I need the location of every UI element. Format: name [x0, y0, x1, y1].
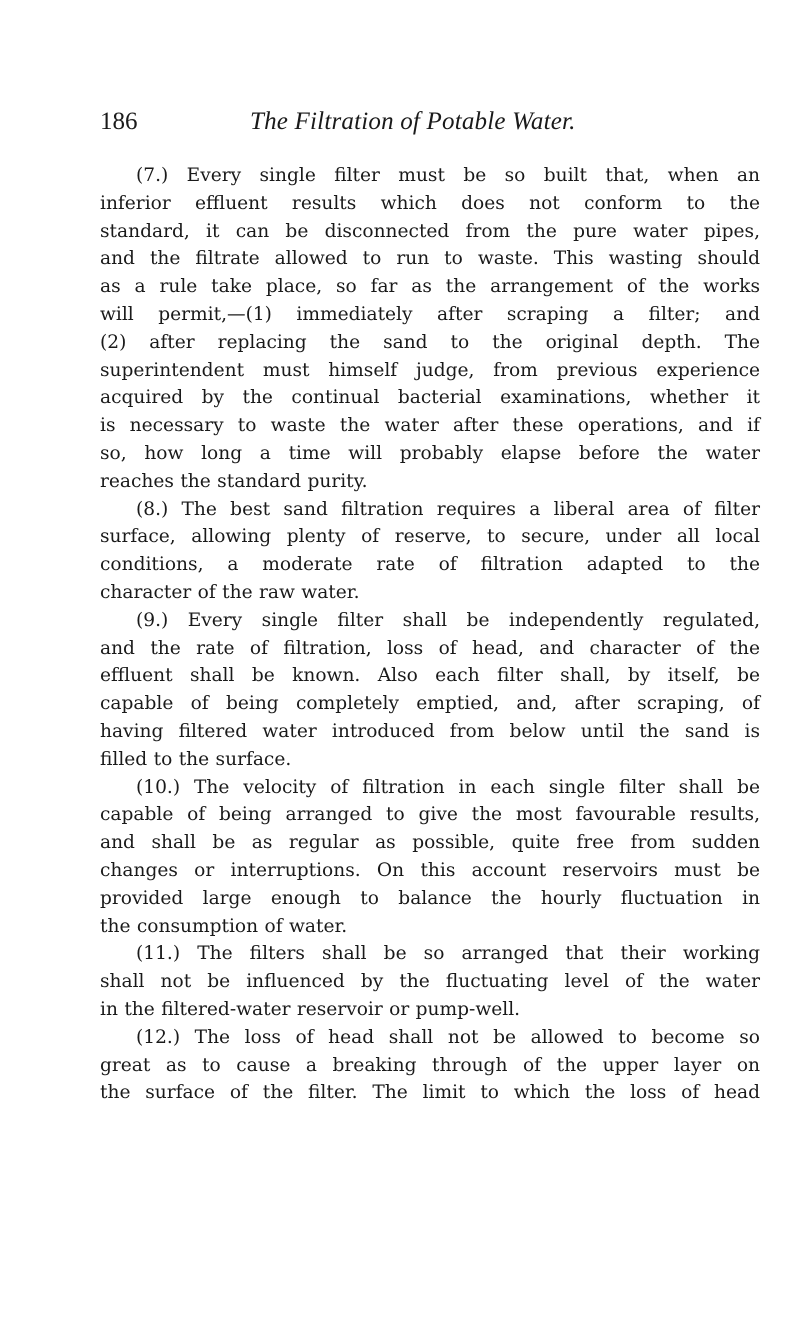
- text-line: (10.) The velocity of filtration in each single filter shall be: [136, 776, 760, 798]
- text-line: capable of being completely emptied, and, after scraping, of: [100, 693, 760, 715]
- text-line: and shall be as regular as possible, quite free from sudden: [100, 832, 760, 854]
- text-line: surface, allowing plenty of reserve, to secure, under all local: [100, 526, 760, 548]
- text-line: changes or interruptions. On this account reservoirs must be: [100, 859, 760, 881]
- text-line: will permit,—(1) immediately after scraping a filter; and: [100, 303, 760, 325]
- paragraph-9: [100, 607, 760, 774]
- text-line: superintendent must himself judge, from previous experience: [100, 359, 760, 381]
- paragraph-11: [100, 940, 760, 1023]
- text-line: (9.) Every single filter shall be independently regulated,: [136, 609, 760, 631]
- text-line: (11.) The filters shall be so arranged that their working: [136, 943, 760, 965]
- text-line: (7.) Every single filter must be so built that, when an: [136, 165, 760, 186]
- text-line: shall not be influenced by the fluctuating level of the water: [100, 971, 760, 993]
- body-text: [100, 162, 760, 1107]
- text-line: acquired by the continual bacterial examinations, whether it: [100, 387, 760, 409]
- text-line: inferior effluent results which does not conform to the: [100, 192, 760, 214]
- text-line: the surface of the filter. The limit to which the loss of head: [100, 1082, 760, 1104]
- paragraph-8: [100, 496, 760, 607]
- text-line: having filtered water introduced from below until the sand is: [100, 720, 760, 742]
- paragraph-10: [100, 774, 760, 941]
- text-line: in the filtered-water reservoir or pump-well.: [100, 998, 521, 1020]
- text-line: effluent shall be known. Also each filter shall, by itself, be: [100, 665, 760, 687]
- text-line: great as to cause a breaking through of the upper layer on: [100, 1054, 760, 1076]
- text-line: (12.) The loss of head shall not be allowed to become so: [136, 1026, 760, 1048]
- text-line: capable of being arranged to give the most favourable results,: [100, 804, 760, 826]
- text-line: reaches the standard purity.: [100, 470, 368, 492]
- text-line: (2) after replacing the sand to the original depth. The: [100, 331, 760, 353]
- text-line: and the rate of filtration, loss of head, and character of the: [100, 637, 760, 659]
- page-number: 186: [100, 108, 138, 135]
- text-line: filled to the surface.: [100, 748, 292, 770]
- paragraph-7: [100, 162, 760, 496]
- text-line: so, how long a time will probably elapse before the water: [100, 442, 760, 464]
- paragraph-12: [100, 1024, 760, 1107]
- text-line: and the filtrate allowed to run to waste. This wasting should: [100, 248, 760, 270]
- text-line: provided large enough to balance the hourly fluctuation in: [100, 887, 760, 909]
- text-line: the consumption of water.: [100, 915, 348, 937]
- text-line: as a rule take place, so far as the arrangement of the works: [100, 276, 760, 298]
- text-line: conditions, a moderate rate of filtration adapted to the: [100, 554, 760, 576]
- page-header: [100, 102, 740, 142]
- text-line: (8.) The best sand filtration requires a liberal area of filter: [136, 498, 760, 520]
- text-line: is necessary to waste the water after these operations, and if: [100, 415, 760, 437]
- text-line: standard, it can be disconnected from the pure water pipes,: [100, 220, 760, 242]
- text-line: character of the raw water.: [100, 581, 360, 603]
- running-title: The Filtration of Potable Water.: [250, 108, 576, 135]
